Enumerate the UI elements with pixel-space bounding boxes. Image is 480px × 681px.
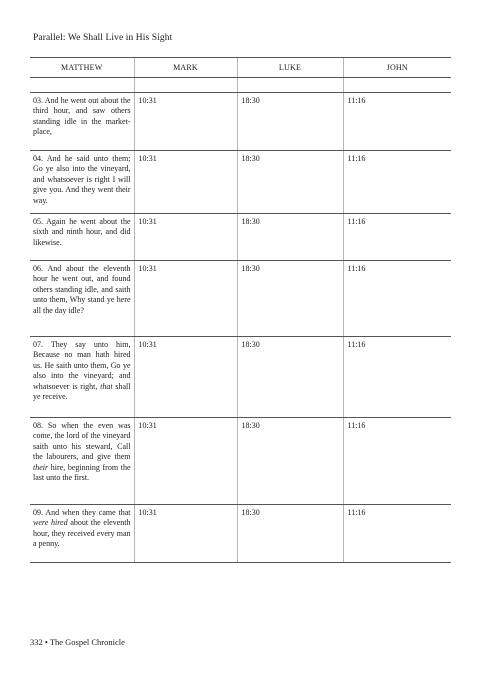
table-row xyxy=(30,261,451,337)
matthew-verse-cell xyxy=(30,261,134,337)
spacer-cell xyxy=(134,78,237,93)
mark-ref-cell: 10:31 xyxy=(134,505,237,563)
john-ref-cell: 11:16 xyxy=(343,214,451,261)
luke-ref-cell: 18:30 xyxy=(237,261,343,337)
mark-ref-cell: 10:31 xyxy=(134,337,237,418)
verse-text: 04. And he said unto them; Go ye also into the vineyard, and whatsoever is right I will give you. And they went their way. xyxy=(33,154,131,205)
spacer-cell xyxy=(30,78,134,93)
verse-italic-word: that xyxy=(100,381,113,391)
john-ref-cell: 11:16 xyxy=(343,418,451,505)
luke-ref-cell: 18:30 xyxy=(237,214,343,261)
column-header-mark: MARK xyxy=(134,58,237,78)
john-ref-cell: 11:16 xyxy=(343,337,451,418)
verse-text-part: 09. And when they came that xyxy=(33,508,131,517)
matthew-verse-cell xyxy=(30,337,134,418)
spacer-cell xyxy=(237,78,343,93)
column-header-matthew: MATTHEW xyxy=(30,58,134,78)
verse-text: 06. And about the eleventh hour he went out, and found others standing idle, and saith unto them, Why stand ye here all the day idle? xyxy=(33,264,131,315)
verse-italic-word: were hired xyxy=(33,518,68,528)
john-ref-cell: 11:16 xyxy=(343,261,451,337)
john-ref-cell: 11:16 xyxy=(343,151,451,214)
matthew-verse-cell xyxy=(30,214,134,261)
luke-ref-cell: 18:30 xyxy=(237,93,343,151)
table-row xyxy=(30,337,451,418)
mark-ref-cell: 10:31 xyxy=(134,418,237,505)
matthew-verse-cell xyxy=(30,418,134,505)
table-row xyxy=(30,505,451,563)
mark-ref-cell: 10:31 xyxy=(134,261,237,337)
matthew-verse-cell xyxy=(30,505,134,563)
luke-ref-cell: 18:30 xyxy=(237,418,343,505)
column-header-luke: LUKE xyxy=(237,58,343,78)
verse-text-part: shall ye receive. xyxy=(33,381,131,402)
table-row xyxy=(30,214,451,261)
table-spacer-row xyxy=(30,78,451,93)
parallel-table xyxy=(30,57,451,563)
luke-ref-cell: 18:30 xyxy=(237,151,343,214)
table-row xyxy=(30,151,451,214)
page-header: Parallel: We Shall Live in His Sight xyxy=(33,33,173,43)
verse-text-part: about the eleventh hour, they received every man a penny. xyxy=(33,518,131,549)
table-row xyxy=(30,93,451,151)
verse-text-part: 08. So when the even was come, the lord of the vineyard saith unto his steward, Call the labourers, and give them xyxy=(33,421,131,462)
table-header-row xyxy=(30,58,451,78)
john-ref-cell: 11:16 xyxy=(343,505,451,563)
verse-italic-word: their xyxy=(33,462,49,472)
verse-text: 05. Again he went about the sixth and ninth hour, and did likewise. xyxy=(33,217,131,247)
luke-ref-cell: 18:30 xyxy=(237,505,343,563)
verse-text: 03. And he went out about the third hour, and saw others standing idle in the marketplace, xyxy=(33,96,131,137)
mark-ref-cell: 10:31 xyxy=(134,214,237,261)
mark-ref-cell: 10:31 xyxy=(134,151,237,214)
table-row xyxy=(30,418,451,505)
matthew-verse-cell xyxy=(30,93,134,151)
column-header-john: JOHN xyxy=(343,58,451,78)
spacer-cell xyxy=(343,78,451,93)
mark-ref-cell: 10:31 xyxy=(134,93,237,151)
verse-text-part: hire, beginning from the last unto the first. xyxy=(33,462,131,483)
luke-ref-cell: 18:30 xyxy=(237,337,343,418)
page-footer: 332 • The Gospel Chronicle xyxy=(30,637,125,647)
matthew-verse-cell xyxy=(30,151,134,214)
john-ref-cell: 11:16 xyxy=(343,93,451,151)
verse-text-part: 07. They say unto him, Because no man hath hired us. He saith unto them, Go ye also into the vineyard; and whatsoever is right, xyxy=(33,340,131,391)
